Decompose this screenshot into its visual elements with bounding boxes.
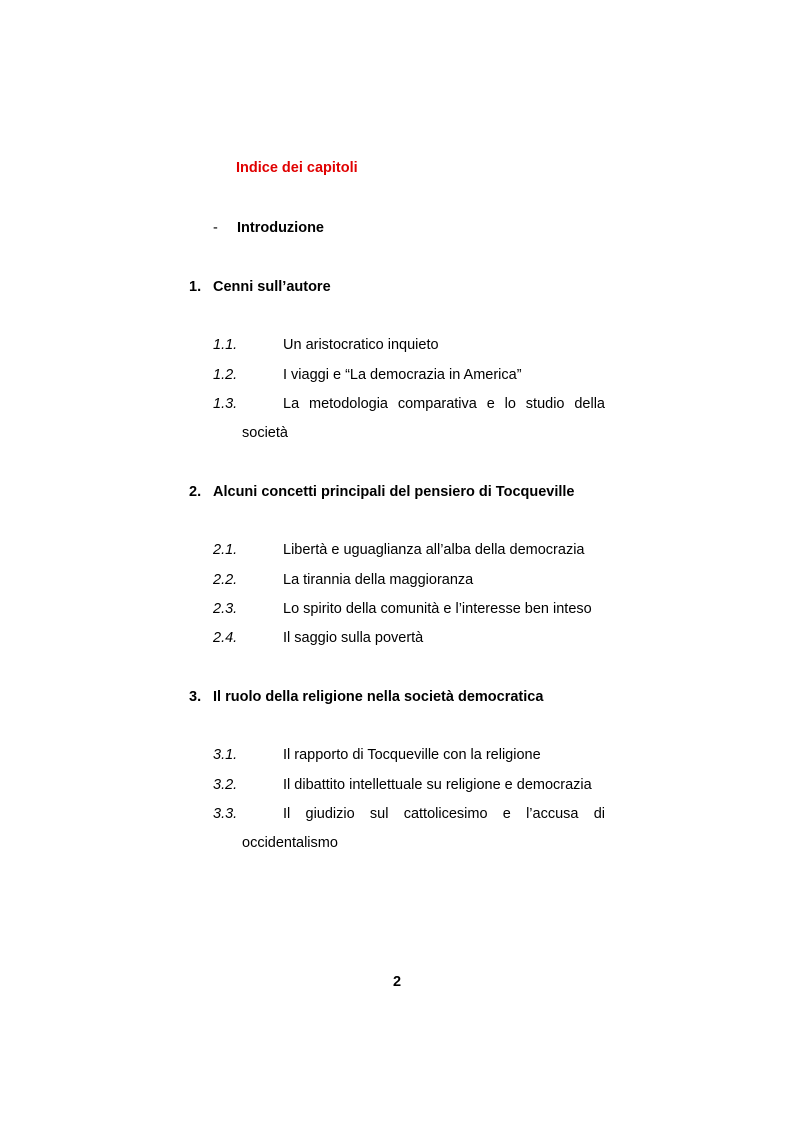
chapter-3-title: Il ruolo della religione nella società democratica: [213, 689, 544, 705]
section-1-1-title: Un aristocratico inquieto: [283, 337, 439, 353]
section-2-3-title: Lo spirito della comunità e l’interesse ben inteso: [283, 601, 592, 617]
chapter-3-number: 3.: [189, 689, 202, 705]
section-2-3-number: 2.3.: [213, 601, 238, 617]
section-2-2-number: 2.2.: [213, 572, 238, 588]
section-3-3-number: 3.3.: [213, 806, 238, 822]
section-1-2-title: I viaggi e “La democrazia in America”: [283, 367, 522, 383]
section-1-3-title: La metodologia comparativa e lo studio della: [283, 396, 605, 412]
page-number: 2: [392, 974, 402, 990]
section-2-1-title: Libertà e uguaglianza all’alba della democrazia: [283, 542, 585, 558]
toc-title: Indice dei capitoli: [236, 160, 358, 176]
section-1-1-number: 1.1.: [213, 337, 238, 353]
intro-marker: -: [213, 220, 218, 236]
section-3-2-title: Il dibattito intellettuale su religione e democrazia: [283, 777, 592, 793]
section-1-3-number: 1.3.: [213, 396, 238, 412]
section-2-4-number: 2.4.: [213, 630, 238, 646]
section-1-2-number: 1.2.: [213, 367, 238, 383]
chapter-2-number: 2.: [189, 484, 202, 500]
section-2-4-title: Il saggio sulla povertà: [283, 630, 424, 646]
section-3-1-title: Il rapporto di Tocqueville con la religione: [283, 747, 541, 763]
chapter-1-title: Cenni sull’autore: [213, 279, 331, 295]
chapter-2-title: Alcuni concetti principali del pensiero di Tocqueville: [213, 484, 575, 500]
chapter-1-number: 1.: [189, 279, 202, 295]
section-3-3-title: Il giudizio sul cattolicesimo e l’accusa di: [283, 806, 605, 822]
section-2-2-title: La tirannia della maggioranza: [283, 572, 474, 588]
section-1-3-continuation: società: [242, 425, 288, 441]
section-3-3-continuation: occidentalismo: [242, 835, 338, 851]
intro-label: Introduzione: [237, 220, 324, 236]
section-3-2-number: 3.2.: [213, 777, 238, 793]
section-3-1-number: 3.1.: [213, 747, 238, 763]
section-2-1-number: 2.1.: [213, 542, 238, 558]
